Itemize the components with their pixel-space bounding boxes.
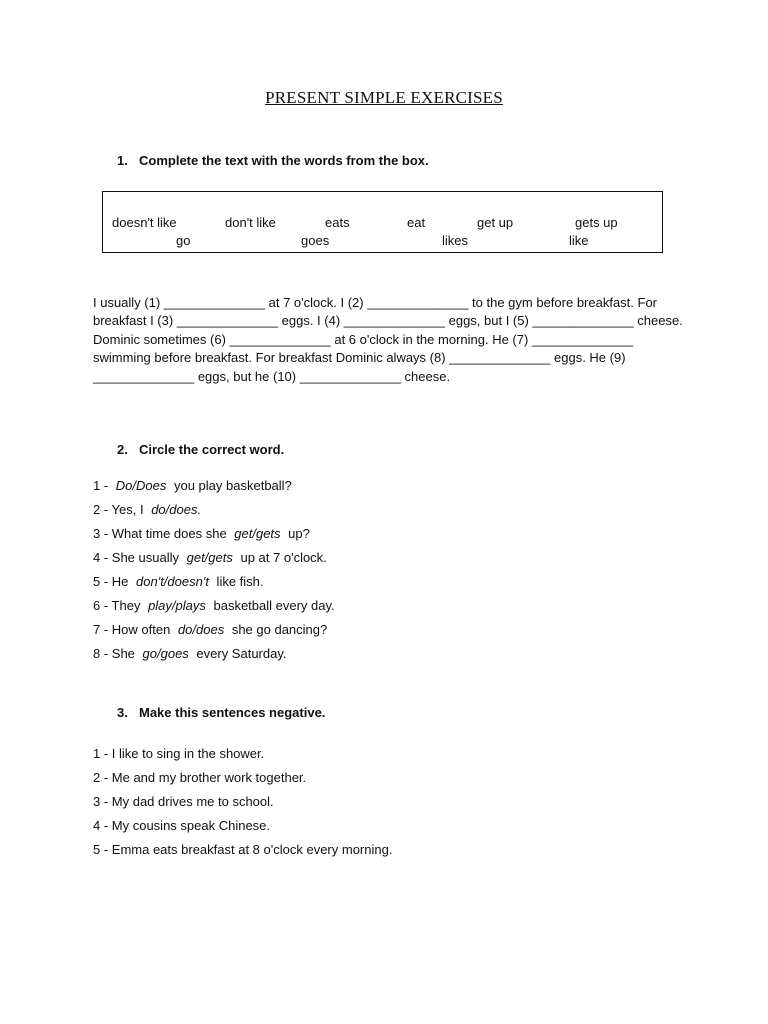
list-item [93,478,335,502]
list-item [93,598,335,622]
item-text: 6 - They [93,598,145,613]
item-text: 5 - He [93,574,133,589]
exercise-3-number: 3. [117,705,128,720]
item-text: 1 - [93,478,112,493]
exercise-1-heading [117,153,429,168]
word-choice: do/does [177,622,225,637]
word-box-item: goes [301,233,330,248]
item-text: 8 - She [93,646,139,661]
list-item: 2 - Me and my brother work together. [93,770,307,785]
item-text: 2 - Yes, I [93,502,148,517]
item-text: 4 - She usually [93,550,183,565]
exercise-1-number: 1. [117,153,128,168]
list-item: 4 - My cousins speak Chinese. [93,818,271,833]
word-choice: don't/doesn't [136,574,209,589]
exercise-3-heading [117,705,325,720]
word-choice: play/plays [148,598,206,613]
item-text: up at 7 o'clock. [236,550,327,565]
list-item: 1 - I like to sing in the shower. [93,746,265,761]
list-item [93,574,335,598]
item-text: 3 - What time does she [93,526,231,541]
item-text: she go dancing? [228,622,328,637]
item-text: basketball every day. [209,598,335,613]
word-box-item: go [176,233,191,248]
exercise-2-instruction: Circle the correct word. [139,442,285,457]
word-box-item: get up [477,215,514,230]
exercise-2-list [93,478,335,670]
word-choice: get/gets [234,526,281,541]
item-text: you play basketball? [170,478,292,493]
list-item [93,526,335,550]
list-item: 3 - My dad drives me to school. [93,794,274,809]
word-box [102,191,663,253]
exercise-3-instruction: Make this sentences negative. [139,705,326,720]
word-box-item: likes [442,233,469,248]
list-item: 5 - Emma eats breakfast at 8 o'clock every morning. [93,842,393,857]
list-item [93,502,335,526]
list-item [93,550,335,574]
word-box-item: like [569,233,589,248]
item-text: 7 - How often [93,622,174,637]
exercise-2-number: 2. [117,442,128,457]
exercise-2-heading [117,442,284,457]
word-box-item: eats [325,215,350,230]
word-choice: do/does. [151,502,202,517]
item-text: up? [284,526,310,541]
list-item [93,646,335,670]
word-choice: get/gets [186,550,233,565]
list-item [93,622,335,646]
item-text: like fish. [212,574,264,589]
exercise-1-instruction: Complete the text with the words from the box. [139,153,429,168]
word-box-item: gets up [575,215,618,230]
word-box-item: eat [407,215,426,230]
page-title: PRESENT SIMPLE EXERCISES [265,88,503,107]
word-box-item: doesn't like [112,215,177,230]
word-choice: go/goes [142,646,189,661]
exercise-1-paragraph: I usually (1) ______________ at 7 o'clock. I (2) ______________ to the gym before breakfast. For breakfast I (3) ______________ eggs. I (4) ______________ eggs, but I (5) ______________ cheese. Dominic sometimes (6) ______________ at 6 o'clock in the morning. He (7) ______________ swimming before breakfast. For breakfast Dominic always (8) ______________ eggs. He (9) ______________ eggs, but he (10) ______________ cheese. [93,295,683,384]
word-choice: Do/Does [115,478,167,493]
exercise-3-list [93,746,392,866]
item-text: every Saturday. [192,646,287,661]
word-box-item: don't like [225,215,276,230]
